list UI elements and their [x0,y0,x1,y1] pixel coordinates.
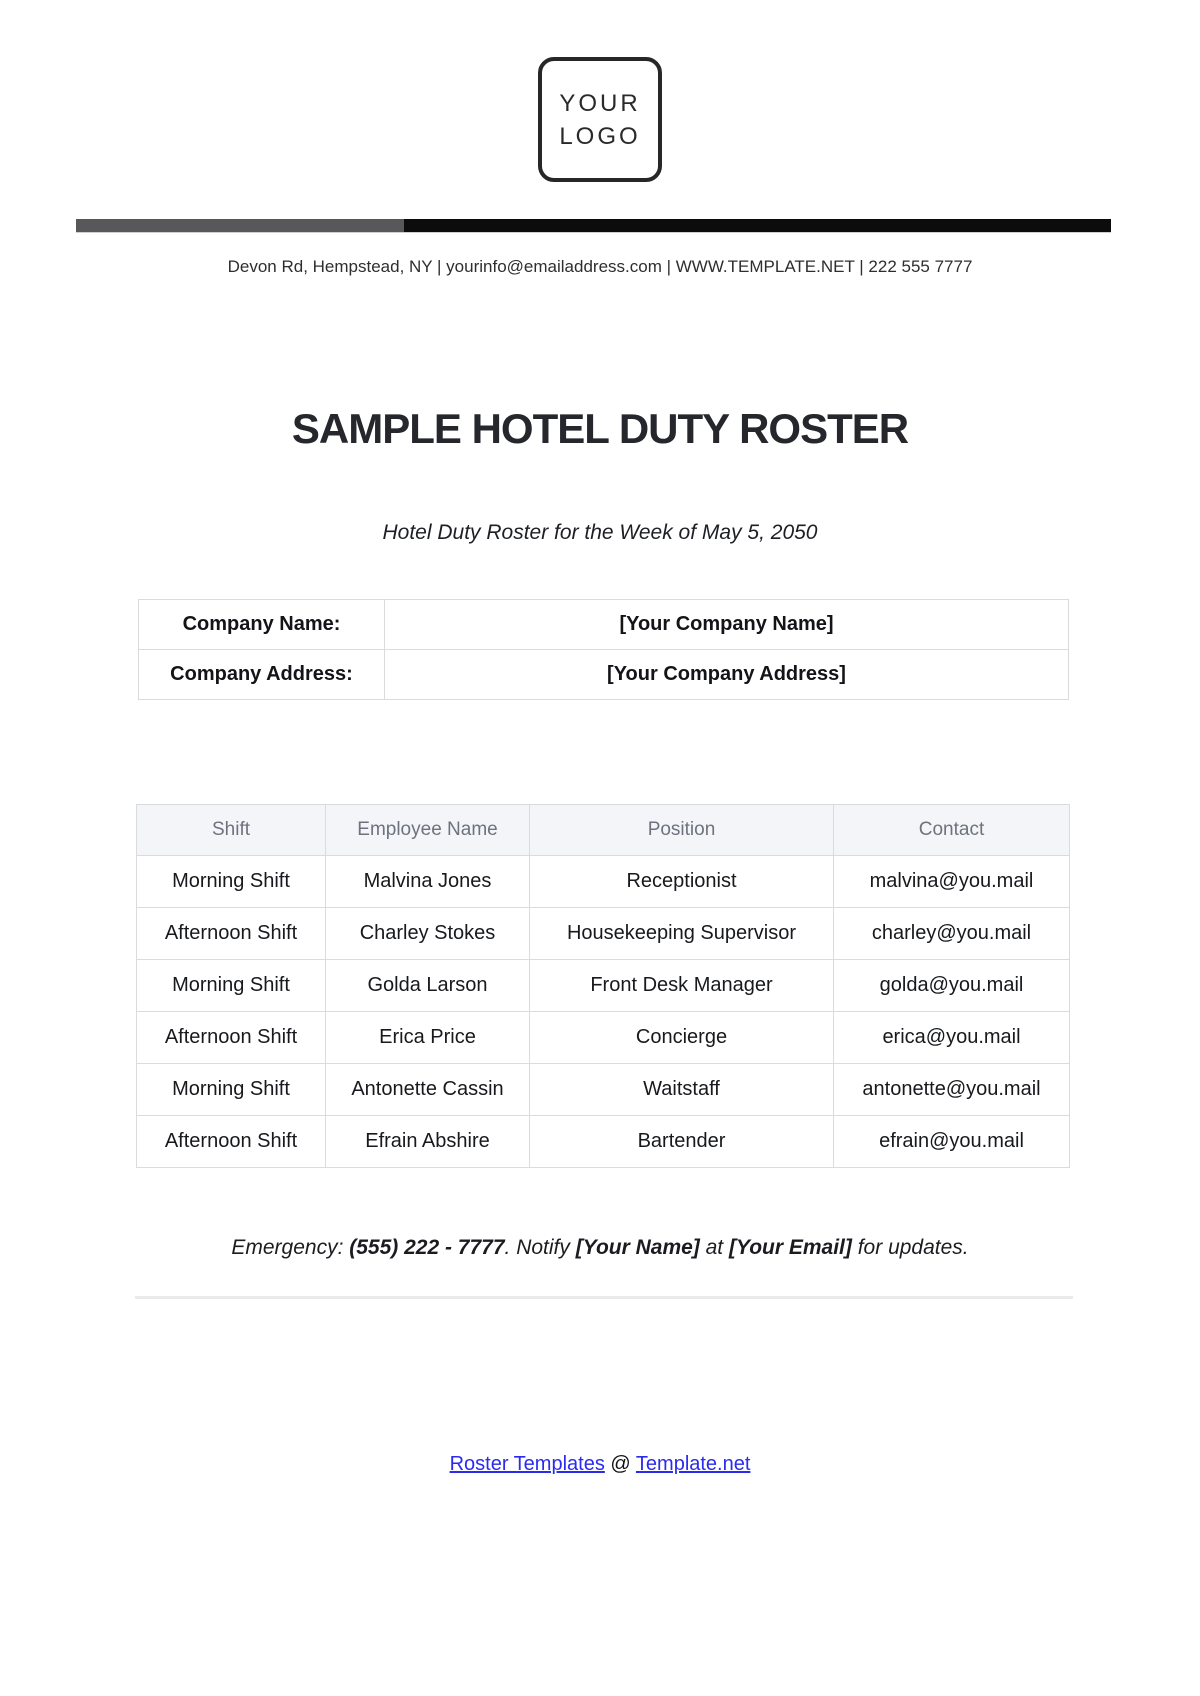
company-name-value: [Your Company Name] [385,600,1069,650]
emergency-mid2: at [699,1236,729,1259]
table-row [137,1116,1070,1168]
cell-position: Housekeeping Supervisor [530,908,834,960]
footer-separator: @ [604,1453,636,1475]
column-header-contact: Contact [834,805,1070,856]
company-name-label: Company Name: [139,600,385,650]
template-net-link[interactable]: Template.net [635,1453,751,1475]
cell-shift: Afternoon Shift [137,908,326,960]
emergency-contact-email: [Your Email] [728,1236,852,1259]
table-row [139,650,1069,700]
table-row [137,856,1070,908]
logo-text-line1: YOUR [559,89,641,117]
cell-shift: Afternoon Shift [137,1116,326,1168]
cell-shift: Morning Shift [137,960,326,1012]
footer-links [0,1449,1200,1479]
cell-contact: malvina@you.mail [834,856,1070,908]
roster-templates-link[interactable]: Roster Templates [449,1453,605,1475]
cell-contact: erica@you.mail [834,1012,1070,1064]
company-contact-line: Devon Rd, Hempstead, NY | yourinfo@emailaddress.com | WWW.TEMPLATE.NET | 222 555 7777 [227,257,973,276]
table-row [137,1064,1070,1116]
company-address-value: [Your Company Address] [385,650,1069,700]
divider-gray-segment [76,219,404,232]
cell-position: Waitstaff [530,1064,834,1116]
cell-employee: Charley Stokes [326,908,530,960]
footer-divider [135,1296,1073,1299]
table-row [137,908,1070,960]
table-row [139,600,1069,650]
table-row [137,1012,1070,1064]
cell-position: Bartender [530,1116,834,1168]
cell-shift: Afternoon Shift [137,1012,326,1064]
column-header-employee-name: Employee Name [326,805,530,856]
emergency-mid1: . Notify [504,1236,576,1259]
cell-employee: Erica Price [326,1012,530,1064]
emergency-prefix: Emergency: [231,1236,350,1259]
company-info-table [138,599,1069,700]
divider-black-segment [404,219,1111,232]
logo-text-line2: LOGO [559,122,641,150]
duty-roster-table [136,804,1070,1168]
cell-shift: Morning Shift [137,1064,326,1116]
column-header-position: Position [530,805,834,856]
cell-shift: Morning Shift [137,856,326,908]
page-title: SAMPLE HOTEL DUTY ROSTER [291,405,909,452]
cell-position: Front Desk Manager [530,960,834,1012]
company-logo [538,57,662,182]
company-address-label: Company Address: [139,650,385,700]
cell-employee: Golda Larson [326,960,530,1012]
emergency-suffix: for updates. [851,1236,969,1259]
emergency-phone: (555) 222 - 7777 [349,1236,505,1259]
table-header-row [137,805,1070,856]
emergency-contact-name: [Your Name] [575,1236,700,1259]
cell-contact: charley@you.mail [834,908,1070,960]
table-row [137,960,1070,1012]
cell-employee: Malvina Jones [326,856,530,908]
cell-employee: Antonette Cassin [326,1064,530,1116]
cell-position: Concierge [530,1012,834,1064]
column-header-shift: Shift [137,805,326,856]
header-divider-bar [76,219,1111,233]
cell-contact: efrain@you.mail [834,1116,1070,1168]
cell-contact: golda@you.mail [834,960,1070,1012]
page-subtitle: Hotel Duty Roster for the Week of May 5, 2050 [382,521,818,544]
cell-position: Receptionist [530,856,834,908]
cell-employee: Efrain Abshire [326,1116,530,1168]
cell-contact: antonette@you.mail [834,1064,1070,1116]
emergency-note [0,1233,1200,1263]
